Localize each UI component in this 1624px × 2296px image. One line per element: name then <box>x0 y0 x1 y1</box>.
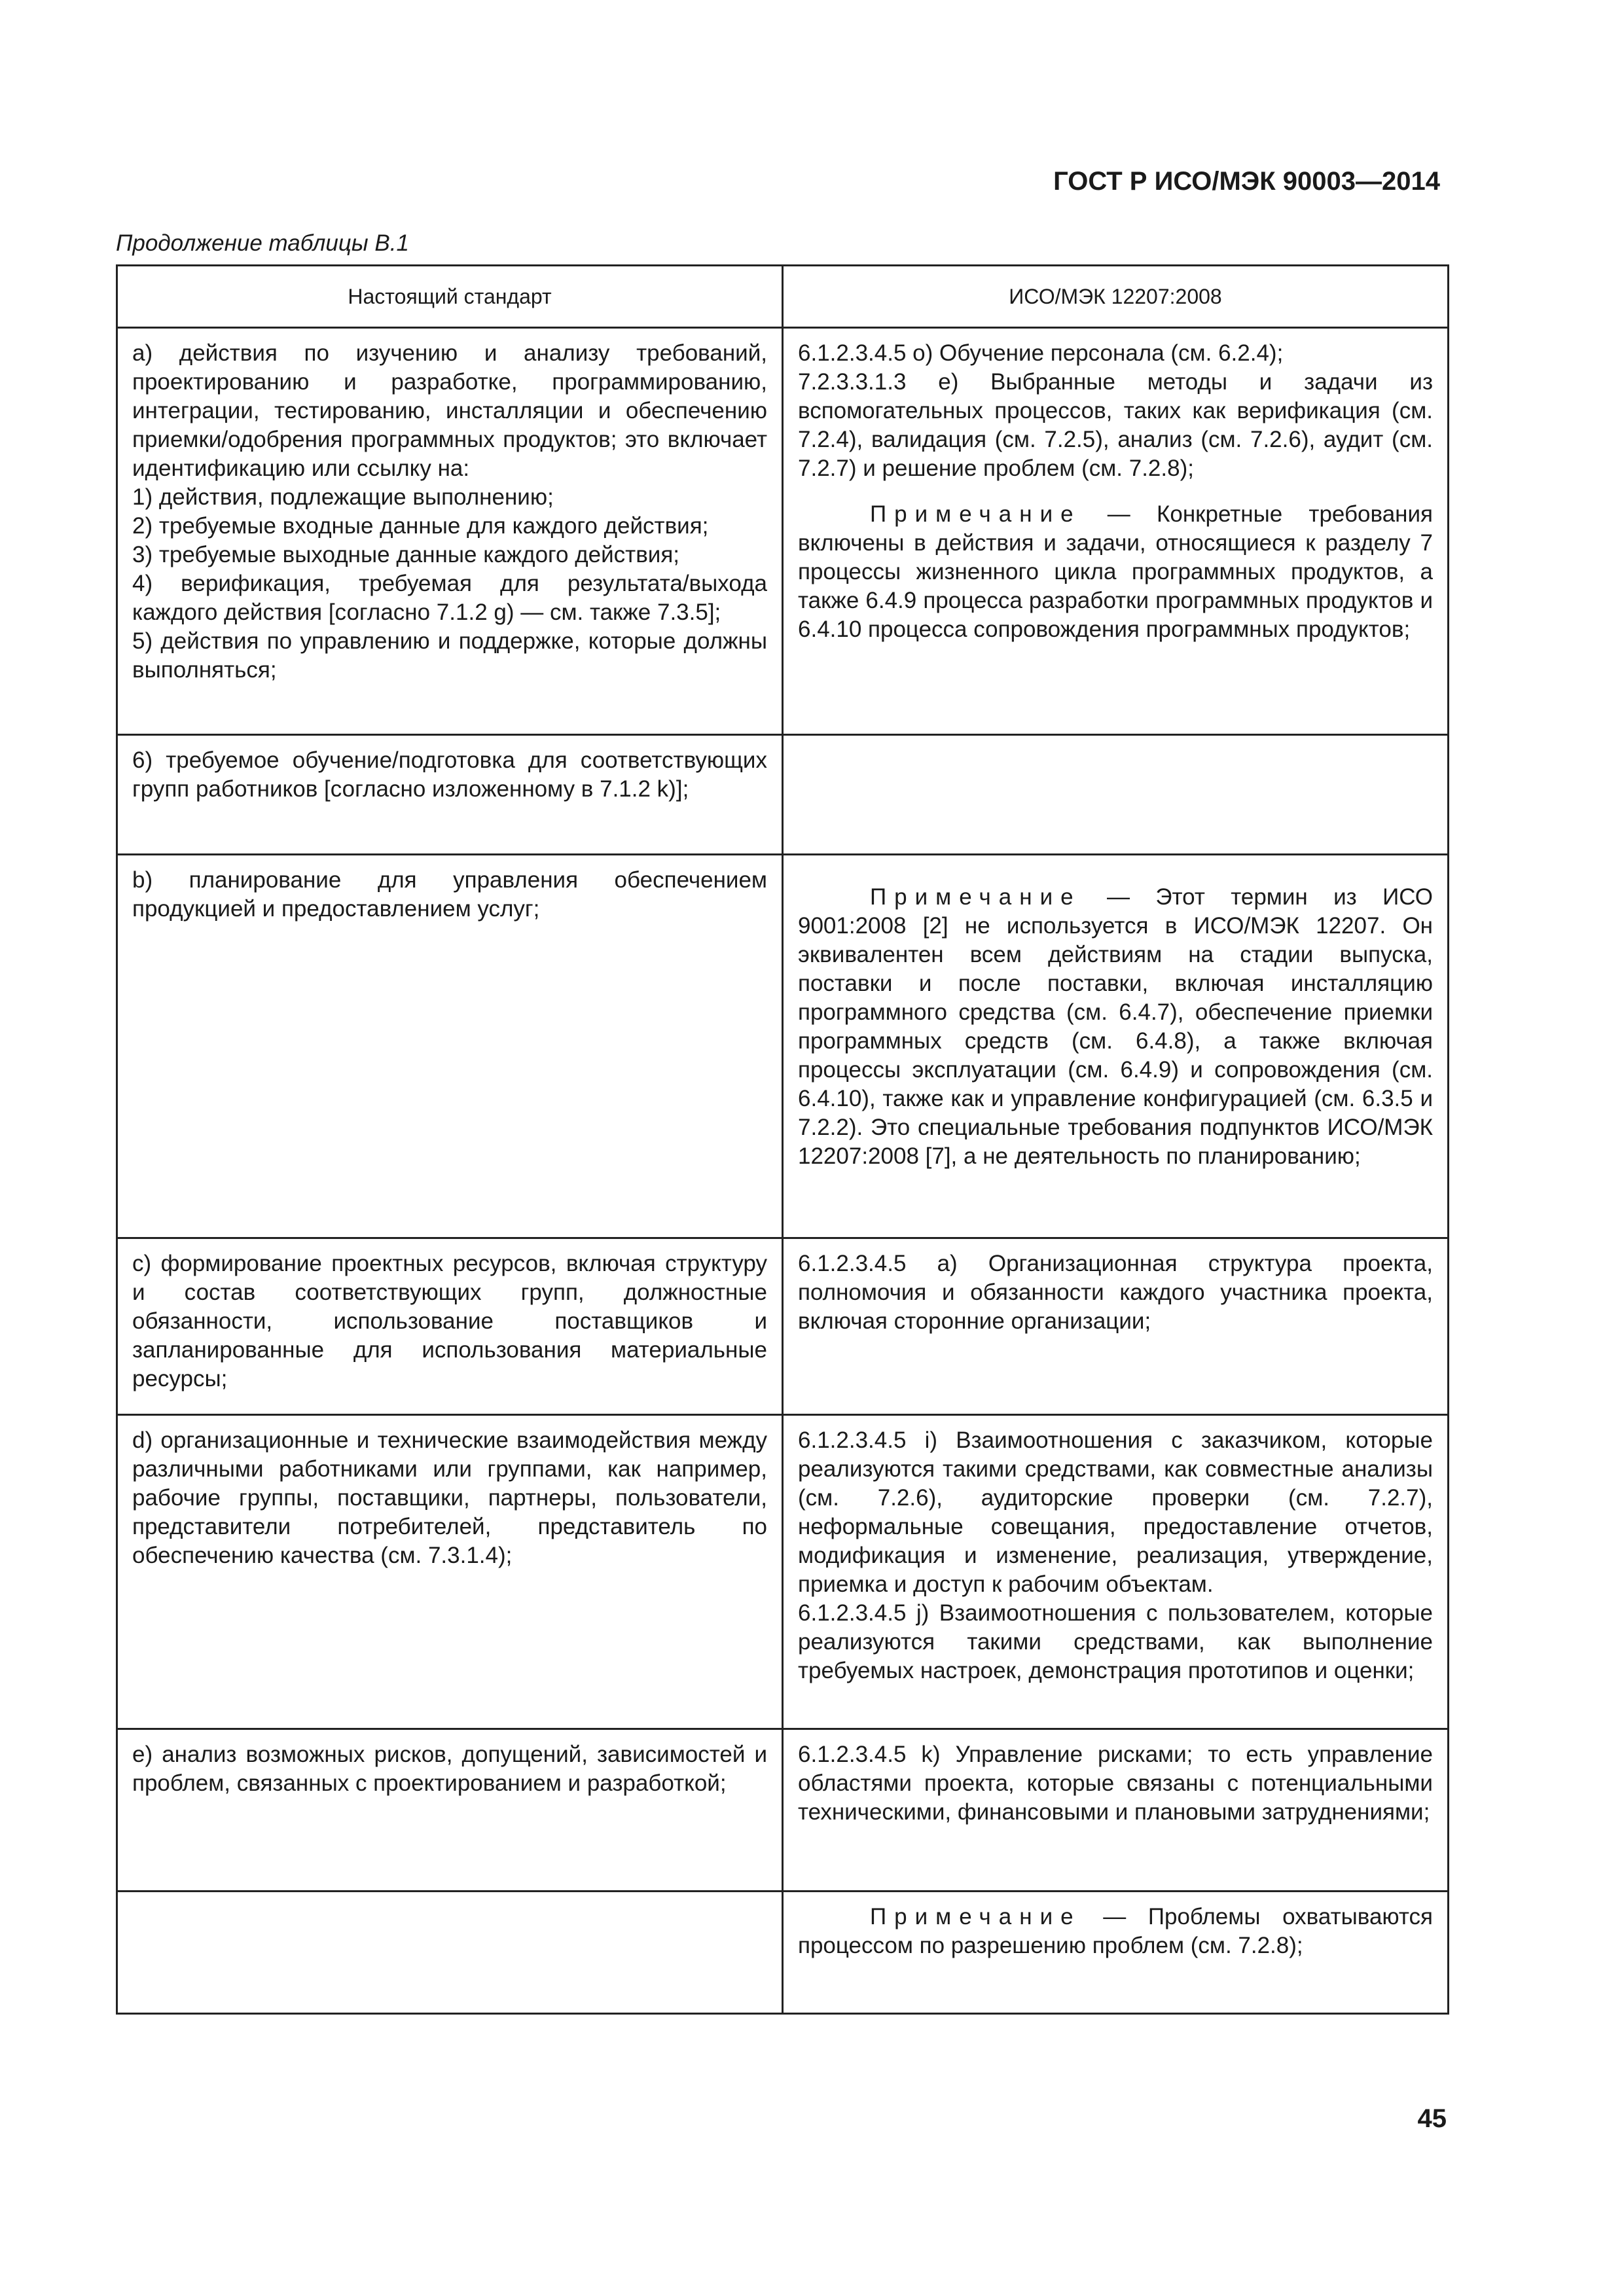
page-number: 45 <box>1417 2104 1447 2133</box>
left-cell <box>117 1892 783 2014</box>
list-item: 6) требуемое обучение/подготовка для соответствующих групп работников [согласно изложенному в 7.1.2 k)]; <box>132 747 767 802</box>
note-label: Примечание <box>870 884 1081 910</box>
table-row <box>117 1238 1449 1415</box>
clause-reference: 6.1.2.3.4.5 j) Взаимоотношения с пользователем, которые реализуются такими средствами, как выполнение требуемых настроек, демонстрация прототипов и оценки; <box>798 1600 1433 1683</box>
right-cell <box>783 735 1449 855</box>
right-cell <box>783 1729 1449 1892</box>
note-text: — Проблемы охватываются процессом по разрешению проблем (см. 7.2.8); <box>798 1904 1433 1958</box>
list-item: d) организационные и технические взаимодействия между различными работниками или группами, как например, рабочие группы, поставщики, партнеры, пользователи, представители потребителей, представитель по обеспечению качества (см. 7.3.1.4); <box>132 1427 767 1568</box>
left-cell <box>117 1729 783 1892</box>
note <box>798 883 1433 1171</box>
table-row <box>117 735 1449 855</box>
left-cell <box>117 1238 783 1415</box>
table-row <box>117 1415 1449 1729</box>
table-row <box>117 855 1449 1238</box>
table-caption: Продолжение таблицы В.1 <box>116 230 409 256</box>
list-item: 2) требуемые входные данные для каждого действия; <box>132 513 709 539</box>
list-item: а) действия по изучению и анализу требований, проектированию и разработке, программированию, интеграции, тестированию, инсталляции и обеспечению приемки/одобрения программных продуктов; это включает идентификацию или ссылку на: <box>132 340 767 481</box>
clause-reference: 7.2.3.3.1.3 e) Выбранные методы и задачи из вспомогательных процессов, таких как верификация (см. 7.2.4), валидация (см. 7.2.5), анализ (см. 7.2.6), аудит (см. 7.2.7) и решение проблем (см. 7.2.8); <box>798 369 1433 481</box>
table-header-row <box>117 266 1449 328</box>
note-text: — Конкретные требования включены в действия и задачи, относящиеся к разделу 7 процессы жизненного цикла программных продуктов, а также 6.4.9 процесса разработки программных продуктов и 6.4.10 процесса сопровождения программных продуктов; <box>798 501 1433 642</box>
note-text: — Этот термин из ИСО 9001:2008 [2] не используется в ИСО/МЭК 12207. Он эквивалентен всем действиям на стадии выпуска, поставки и после поставки, включая инсталляцию программного средства (см. 6.4.7), обеспечение приемки программных средств (см. 6.4.8), а также включая процессы эксплуатации (см. 6.4.9) и сопровождения (см. 6.4.10), также как и управление конфигурацией (см. 6.3.5 и 7.2.2). Это специальные требования подпунктов ИСО/МЭК 12207:2008 [7], а не деятельность по планированию; <box>798 884 1433 1169</box>
right-cell <box>783 1238 1449 1415</box>
comparison-table <box>116 264 1449 2015</box>
right-cell <box>783 1892 1449 2014</box>
table-row <box>117 1892 1449 2014</box>
note-label: Примечание <box>870 1904 1081 1929</box>
left-cell <box>117 735 783 855</box>
list-item: 5) действия по управлению и поддержке, которые должны выполняться; <box>132 628 767 683</box>
clause-reference: 6.1.2.3.4.5 a) Организационная структура проекта, полномочия и обязанности каждого участника проекта, включая сторонние организации; <box>798 1251 1433 1334</box>
list-item: 4) верификация, требуемая для результата/выхода каждого действия [согласно 7.1.2 g) — см. также 7.3.5]; <box>132 571 767 625</box>
note <box>798 500 1433 644</box>
right-cell <box>783 328 1449 735</box>
left-cell <box>117 1415 783 1729</box>
table-row <box>117 328 1449 735</box>
left-cell <box>117 328 783 735</box>
list-item: e) анализ возможных рисков, допущений, зависимостей и проблем, связанных с проектированием и разработкой; <box>132 1742 767 1796</box>
list-item: 3) требуемые выходные данные каждого действия; <box>132 542 680 567</box>
list-item: c) формирование проектных ресурсов, включая структуру и состав соответствующих групп, должностные обязанности, использование поставщиков и запланированные для использования материальные ресурсы; <box>132 1251 767 1391</box>
right-cell <box>783 855 1449 1238</box>
left-cell <box>117 855 783 1238</box>
document-header: ГОСТ Р ИСО/МЭК 90003—2014 <box>1053 167 1440 196</box>
right-cell <box>783 1415 1449 1729</box>
note-label: Примечание <box>870 501 1081 527</box>
column-header-this-standard: Настоящий стандарт <box>117 266 783 328</box>
clause-reference: 6.1.2.3.4.5 o) Обучение персонала (см. 6.2.4); <box>798 340 1284 366</box>
list-item: 1) действия, подлежащие выполнению; <box>132 484 554 510</box>
clause-reference: 6.1.2.3.4.5 k) Управление рисками; то есть управление областями проекта, которые связаны с потенциальными техническими, финансовыми и плановыми затруднениями; <box>798 1742 1433 1825</box>
note <box>798 1903 1433 1960</box>
table-row <box>117 1729 1449 1892</box>
list-item: b) планирование для управления обеспечением продукцией и предоставлением услуг; <box>132 867 767 922</box>
column-header-iso-12207: ИСО/МЭК 12207:2008 <box>783 266 1449 328</box>
clause-reference: 6.1.2.3.4.5 i) Взаимоотношения с заказчиком, которые реализуются такими средствами, как совместные анализы (см. 7.2.6), аудиторские проверки (см. 7.2.7), неформальные совещания, предоставление отчетов, модификация и изменение, реализация, утверждение, приемка и доступ к рабочим объектам. <box>798 1427 1433 1597</box>
